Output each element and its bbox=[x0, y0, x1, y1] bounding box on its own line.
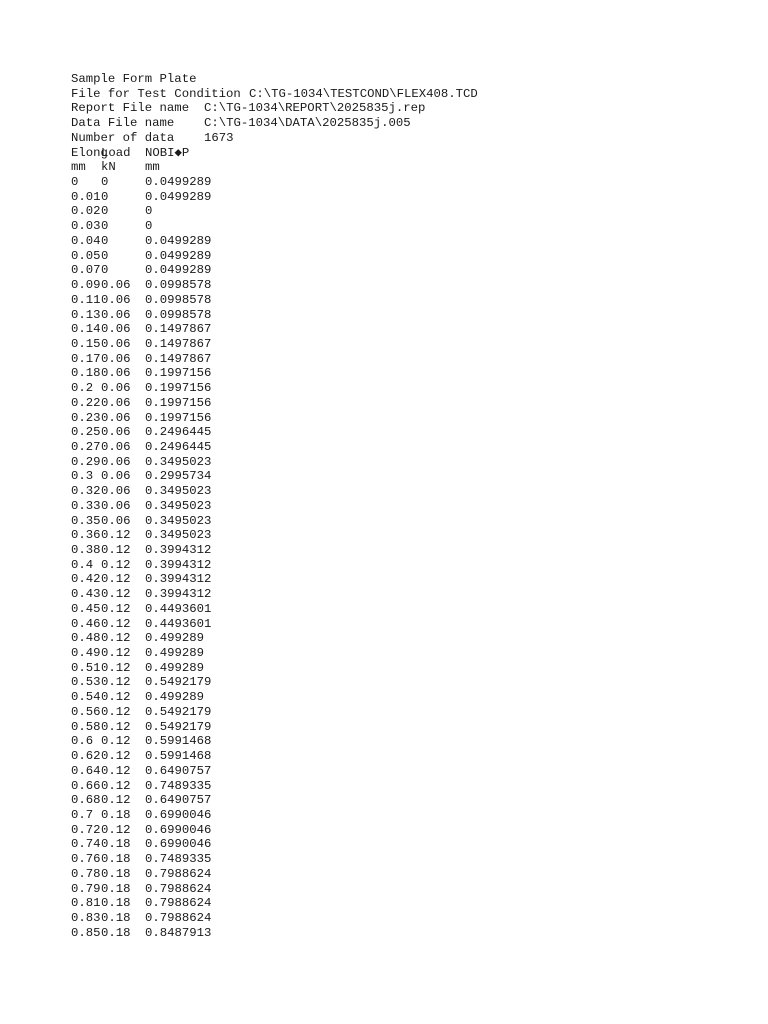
table-row bbox=[71, 734, 478, 749]
cell-load: 0.18 bbox=[101, 866, 131, 881]
cell-load: 0.06 bbox=[101, 410, 131, 425]
cell-load: 0.12 bbox=[101, 660, 131, 675]
cell-nobi: 0.1497867 bbox=[145, 351, 212, 366]
table-row bbox=[71, 308, 478, 323]
cell-nobi: 0.3495023 bbox=[145, 498, 212, 513]
cell-nobi: 0.0499289 bbox=[145, 248, 212, 263]
cell-nobi: 0.2496445 bbox=[145, 439, 212, 454]
cell-nobi: 0.7988624 bbox=[145, 881, 212, 896]
cell-elong: 0.36 bbox=[71, 528, 101, 543]
cell-elong: 0.48 bbox=[71, 631, 101, 646]
table-row bbox=[71, 514, 478, 529]
cell-elong: 0.46 bbox=[71, 616, 101, 631]
table-row bbox=[71, 587, 478, 602]
cell-nobi: 0.7988624 bbox=[145, 896, 212, 911]
cell-elong: 0.42 bbox=[71, 572, 101, 587]
cell-nobi: 0.7489335 bbox=[145, 852, 212, 867]
cell-load: 0.12 bbox=[101, 734, 131, 749]
table-row bbox=[71, 425, 478, 440]
cell-nobi: 0.3495023 bbox=[145, 484, 212, 499]
table-row bbox=[71, 499, 478, 514]
cell-elong: 0.09 bbox=[71, 278, 101, 293]
cell-nobi: 0.3994312 bbox=[145, 587, 212, 602]
cell-elong: 0.83 bbox=[71, 910, 101, 925]
cell-elong: 0.66 bbox=[71, 778, 101, 793]
table-row bbox=[71, 837, 478, 852]
cell-elong: 0.2 bbox=[71, 381, 94, 396]
cell-elong: 0 bbox=[71, 175, 79, 190]
data-file-label: Data File name bbox=[71, 116, 175, 131]
cell-elong: 0.25 bbox=[71, 425, 101, 440]
cell-elong: 0.81 bbox=[71, 896, 101, 911]
cell-nobi: 0.6990046 bbox=[145, 807, 212, 822]
unit-elong: mm bbox=[71, 160, 86, 175]
table-row bbox=[71, 396, 478, 411]
cell-nobi: 0.4493601 bbox=[145, 601, 212, 616]
cell-load: 0.06 bbox=[101, 366, 131, 381]
cell-elong: 0.62 bbox=[71, 749, 101, 764]
table-row bbox=[71, 646, 478, 661]
cell-elong: 0.05 bbox=[71, 248, 101, 263]
table-row bbox=[71, 352, 478, 367]
cell-load: 0.18 bbox=[101, 807, 131, 822]
table-row bbox=[71, 675, 478, 690]
cell-load: 0.12 bbox=[101, 793, 131, 808]
column-header-nobi: NOBI◆P bbox=[145, 145, 190, 160]
cell-nobi: 0.1997156 bbox=[145, 395, 212, 410]
document-page bbox=[71, 72, 478, 940]
cell-elong: 0.64 bbox=[71, 763, 101, 778]
cell-elong: 0.74 bbox=[71, 837, 101, 852]
table-row bbox=[71, 572, 478, 587]
cell-elong: 0.11 bbox=[71, 292, 101, 307]
data-file-value: C:\TG-1034\DATA\2025835j.005 bbox=[204, 116, 411, 131]
cell-load: 0.12 bbox=[101, 646, 131, 661]
cell-elong: 0.32 bbox=[71, 484, 101, 499]
table-row bbox=[71, 749, 478, 764]
table-row bbox=[71, 322, 478, 337]
cell-nobi: 0.1997156 bbox=[145, 381, 212, 396]
cell-nobi: 0.499289 bbox=[145, 660, 205, 675]
cell-nobi: 0.5492179 bbox=[145, 719, 212, 734]
cell-elong: 0.45 bbox=[71, 601, 101, 616]
cell-load: 0.18 bbox=[101, 910, 131, 925]
cell-load: 0.06 bbox=[101, 336, 131, 351]
table-row bbox=[71, 690, 478, 705]
table-row bbox=[71, 631, 478, 646]
cell-nobi: 0.6490757 bbox=[145, 793, 212, 808]
cell-elong: 0.14 bbox=[71, 322, 101, 337]
cell-load: 0.12 bbox=[101, 778, 131, 793]
unit-nobi: mm bbox=[145, 160, 160, 175]
cell-nobi: 0.3994312 bbox=[145, 572, 212, 587]
table-row bbox=[71, 455, 478, 470]
table-row bbox=[71, 793, 478, 808]
cell-nobi: 0.7988624 bbox=[145, 866, 212, 881]
cell-load: 0.12 bbox=[101, 528, 131, 543]
cell-elong: 0.72 bbox=[71, 822, 101, 837]
cell-elong: 0.15 bbox=[71, 336, 101, 351]
cell-load: 0.18 bbox=[101, 852, 131, 867]
cell-nobi: 0 bbox=[145, 204, 153, 219]
table-row bbox=[71, 867, 478, 882]
cell-elong: 0.03 bbox=[71, 219, 101, 234]
cell-load: 0.06 bbox=[101, 484, 131, 499]
cell-load: 0.06 bbox=[101, 498, 131, 513]
test-condition-value: C:\TG-1034\TESTCOND\FLEX408.TCD bbox=[249, 86, 478, 101]
cell-elong: 0.27 bbox=[71, 439, 101, 454]
cell-nobi: 0.3495023 bbox=[145, 528, 212, 543]
cell-elong: 0.78 bbox=[71, 866, 101, 881]
table-row bbox=[71, 366, 478, 381]
table-row bbox=[71, 469, 478, 484]
cell-nobi: 0.7988624 bbox=[145, 910, 212, 925]
cell-nobi: 0.3495023 bbox=[145, 513, 212, 528]
cell-elong: 0.01 bbox=[71, 189, 101, 204]
cell-load: 0.06 bbox=[101, 439, 131, 454]
cell-load: 0.06 bbox=[101, 513, 131, 528]
table-row bbox=[71, 558, 478, 573]
cell-nobi: 0.6490757 bbox=[145, 763, 212, 778]
cell-elong: 0.6 bbox=[71, 734, 94, 749]
cell-load: 0.06 bbox=[101, 469, 131, 484]
cell-nobi: 0.0499289 bbox=[145, 263, 212, 278]
table-row bbox=[71, 911, 478, 926]
cell-load: 0.06 bbox=[101, 395, 131, 410]
cell-elong: 0.85 bbox=[71, 925, 101, 940]
cell-nobi: 0.3495023 bbox=[145, 454, 212, 469]
table-row bbox=[71, 234, 478, 249]
cell-elong: 0.18 bbox=[71, 366, 101, 381]
cell-elong: 0.22 bbox=[71, 395, 101, 410]
cell-load: 0 bbox=[101, 248, 109, 263]
cell-elong: 0.76 bbox=[71, 852, 101, 867]
cell-elong: 0.43 bbox=[71, 587, 101, 602]
cell-elong: 0.29 bbox=[71, 454, 101, 469]
cell-load: 0 bbox=[101, 189, 109, 204]
cell-elong: 0.3 bbox=[71, 469, 94, 484]
cell-elong: 0.33 bbox=[71, 498, 101, 513]
cell-load: 0.12 bbox=[101, 763, 131, 778]
cell-load: 0 bbox=[101, 233, 109, 248]
cell-nobi: 0.5492179 bbox=[145, 704, 212, 719]
cell-load: 0.18 bbox=[101, 896, 131, 911]
cell-nobi: 0.0998578 bbox=[145, 278, 212, 293]
cell-nobi: 0.2995734 bbox=[145, 469, 212, 484]
cell-load: 0.12 bbox=[101, 601, 131, 616]
cell-elong: 0.68 bbox=[71, 793, 101, 808]
cell-load: 0.06 bbox=[101, 322, 131, 337]
cell-load: 0.12 bbox=[101, 631, 131, 646]
table-row bbox=[71, 779, 478, 794]
column-header-row bbox=[71, 146, 478, 161]
test-condition-label: File for Test Condition bbox=[71, 86, 241, 101]
table-row bbox=[71, 882, 478, 897]
cell-nobi: 0.7489335 bbox=[145, 778, 212, 793]
table-row bbox=[71, 278, 478, 293]
table-row bbox=[71, 263, 478, 278]
cell-load: 0.12 bbox=[101, 616, 131, 631]
cell-nobi: 0.1497867 bbox=[145, 336, 212, 351]
data-file-line bbox=[71, 116, 478, 131]
cell-nobi: 0.4493601 bbox=[145, 616, 212, 631]
cell-elong: 0.79 bbox=[71, 881, 101, 896]
table-row bbox=[71, 926, 478, 941]
table-row bbox=[71, 204, 478, 219]
column-header-load: Load bbox=[101, 145, 131, 160]
cell-load: 0.12 bbox=[101, 543, 131, 557]
data-count-line bbox=[71, 131, 478, 146]
cell-elong: 0.17 bbox=[71, 351, 101, 366]
cell-nobi: 0.0499289 bbox=[145, 175, 212, 190]
cell-load: 0.12 bbox=[101, 675, 131, 690]
table-row bbox=[71, 661, 478, 676]
table-row bbox=[71, 823, 478, 838]
cell-load: 0.18 bbox=[101, 881, 131, 896]
cell-load: 0.06 bbox=[101, 351, 131, 366]
table-row bbox=[71, 381, 478, 396]
cell-load: 0.18 bbox=[101, 837, 131, 852]
cell-load: 0 bbox=[101, 204, 109, 219]
cell-elong: 0.04 bbox=[71, 233, 101, 248]
table-row bbox=[71, 764, 478, 779]
cell-load: 0.12 bbox=[101, 690, 131, 705]
unit-load: kN bbox=[101, 160, 116, 175]
cell-nobi: 0.2496445 bbox=[145, 425, 212, 440]
table-row bbox=[71, 484, 478, 499]
cell-load: 0.12 bbox=[101, 704, 131, 719]
report-file-value: C:\TG-1034\REPORT\2025835j.rep bbox=[204, 101, 426, 116]
cell-nobi: 0.0499289 bbox=[145, 189, 212, 204]
data-count-label: Number of data bbox=[71, 130, 175, 145]
table-row bbox=[71, 293, 478, 308]
table-row bbox=[71, 543, 478, 558]
cell-load: 0 bbox=[101, 263, 109, 278]
table-row bbox=[71, 219, 478, 234]
cell-nobi: 0.5492179 bbox=[145, 675, 212, 690]
table-row bbox=[71, 602, 478, 617]
cell-nobi: 0.499289 bbox=[145, 631, 205, 646]
cell-load: 0.06 bbox=[101, 292, 131, 307]
table-row bbox=[71, 190, 478, 205]
table-row bbox=[71, 249, 478, 264]
cell-load: 0.12 bbox=[101, 572, 131, 587]
unit-row bbox=[71, 160, 478, 175]
cell-elong: 0.23 bbox=[71, 410, 101, 425]
cell-nobi: 0.6990046 bbox=[145, 822, 212, 837]
cell-load: 0.06 bbox=[101, 381, 131, 396]
cell-load: 0.12 bbox=[101, 822, 131, 837]
table-row bbox=[71, 411, 478, 426]
cell-nobi: 0.1997156 bbox=[145, 410, 212, 425]
cell-elong: 0.4 bbox=[71, 557, 94, 572]
cell-load: 0.12 bbox=[101, 557, 131, 572]
report-file-label: Report File name bbox=[71, 101, 190, 116]
cell-elong: 0.56 bbox=[71, 704, 101, 719]
cell-nobi: 0.0998578 bbox=[145, 292, 212, 307]
cell-nobi: 0.5991468 bbox=[145, 749, 212, 764]
cell-elong: 0.02 bbox=[71, 204, 101, 219]
table-row bbox=[71, 528, 478, 543]
table-row bbox=[71, 175, 478, 190]
table-row bbox=[71, 896, 478, 911]
table-row bbox=[71, 337, 478, 352]
table-row bbox=[71, 720, 478, 735]
cell-load: 0.06 bbox=[101, 425, 131, 440]
cell-load: 0.12 bbox=[101, 719, 131, 734]
data-count-value: 1673 bbox=[204, 130, 234, 145]
cell-load: 0.06 bbox=[101, 278, 131, 293]
test-condition-line bbox=[71, 87, 478, 102]
cell-nobi: 0 bbox=[145, 219, 153, 234]
cell-load: 0.12 bbox=[101, 587, 131, 602]
cell-elong: 0.51 bbox=[71, 660, 101, 675]
table-row bbox=[71, 808, 478, 823]
cell-nobi: 0.6990046 bbox=[145, 837, 212, 852]
cell-nobi: 0.499289 bbox=[145, 646, 205, 661]
cell-nobi: 0.8487913 bbox=[145, 925, 212, 940]
data-table bbox=[71, 175, 478, 940]
cell-nobi: 0.0499289 bbox=[145, 233, 212, 248]
table-row bbox=[71, 440, 478, 455]
cell-load: 0 bbox=[101, 175, 109, 190]
column-header-elong: Elong bbox=[71, 145, 108, 160]
document-title: Sample Form Plate bbox=[71, 72, 197, 86]
cell-elong: 0.35 bbox=[71, 513, 101, 528]
cell-nobi: 0.3994312 bbox=[145, 557, 212, 572]
cell-load: 0.06 bbox=[101, 307, 131, 322]
cell-nobi: 0.1497867 bbox=[145, 322, 212, 337]
cell-elong: 0.07 bbox=[71, 263, 101, 278]
cell-elong: 0.7 bbox=[71, 807, 94, 822]
cell-elong: 0.54 bbox=[71, 690, 101, 705]
cell-nobi: 0.0998578 bbox=[145, 307, 212, 322]
cell-load: 0 bbox=[101, 219, 109, 234]
cell-load: 0.06 bbox=[101, 454, 131, 469]
report-file-line bbox=[71, 101, 478, 116]
cell-nobi: 0.499289 bbox=[145, 690, 205, 705]
cell-elong: 0.13 bbox=[71, 307, 101, 322]
cell-nobi: 0.5991468 bbox=[145, 734, 212, 749]
cell-elong: 0.58 bbox=[71, 719, 101, 734]
table-row bbox=[71, 705, 478, 720]
cell-load: 0.18 bbox=[101, 925, 131, 940]
cell-elong: 0.53 bbox=[71, 675, 101, 690]
cell-nobi: 0.3994312 bbox=[145, 543, 212, 557]
cell-load: 0.12 bbox=[101, 749, 131, 764]
cell-elong: 0.38 bbox=[71, 543, 101, 557]
cell-elong: 0.49 bbox=[71, 646, 101, 661]
table-row bbox=[71, 852, 478, 867]
table-row bbox=[71, 617, 478, 632]
cell-nobi: 0.1997156 bbox=[145, 366, 212, 381]
